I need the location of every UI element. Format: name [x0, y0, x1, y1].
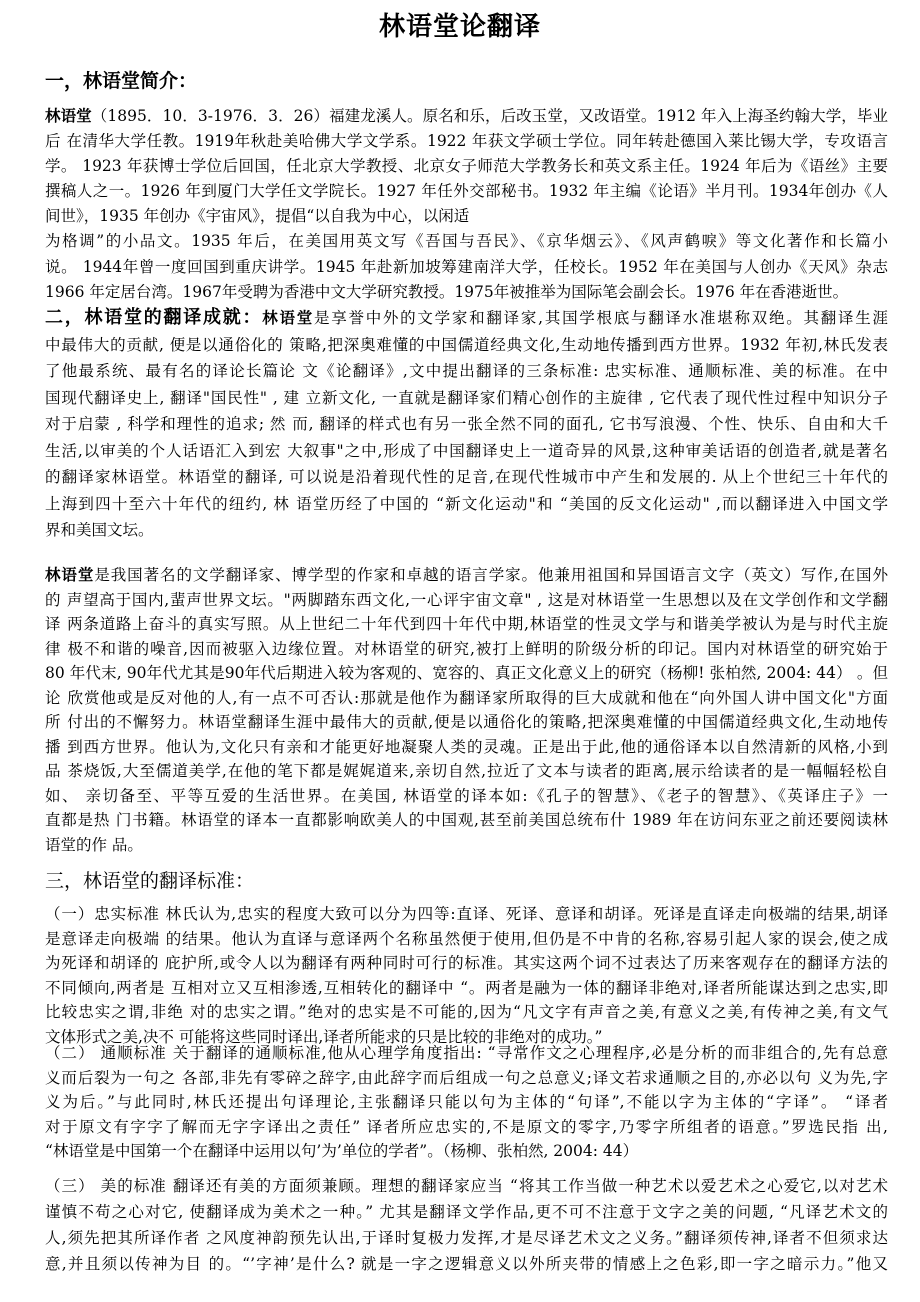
- line-text: 了他最系统、最有名的译论长篇论 文《论翻译》,文中提出翻译的三条标准: 忠实标准、通顺标准、美的标准。在中: [45, 362, 888, 380]
- text-line: [45, 759, 888, 784]
- section-heading-introduction: 一，林语堂简介：: [45, 70, 198, 92]
- text-line: [45, 154, 888, 179]
- text-line: [45, 588, 888, 613]
- text-line: [45, 229, 888, 254]
- text-line: [45, 735, 888, 760]
- text-line: [45, 305, 888, 332]
- line-text: 论 欣赏他或是反对他的人,有一点不可否认:那就是他作为翻译家所取得的巨大成就和他在“向外国人讲中国文化"方面: [45, 688, 888, 707]
- line-text: 1966 年定居台湾。1967年受聘为香港中文大学研究教授。1975年被推举为国际笔会副会长。1976 年在香港逝世。: [45, 282, 849, 301]
- line-text: “林语堂是中国第一个在翻译中运用以句’为’单位的学者”。（杨柳、张柏然, 2004: 44）: [45, 1142, 639, 1160]
- line-text: 对于启蒙 , 科学和理性的追求; 然 而, 翻译的样式也有另一张全然不同的面孔, 它书写浪漫、个性、快乐、自由和大千: [45, 415, 888, 433]
- line-text: 义而后裂为一句之 各部,非先有零碎之辞字,由此辞字而后组成一句之总意义;译文若求通顺之目的,亦必以句 义为先,字: [45, 1068, 888, 1087]
- text-line: [45, 464, 888, 491]
- line-text: 对于原文有字字了解而无字字译出之责任” 译者所应忠实的,不是原文的零字,乃零字所组者的语意。”罗选民指 出,: [45, 1117, 888, 1136]
- line-text: 间世》，1935 年创办《宇宙风》，提倡“以自我为中心，以闲适: [45, 207, 470, 226]
- text-line: [45, 358, 888, 385]
- text-line: [45, 438, 888, 465]
- line-text: 所 付出的不懈努力。林语堂翻译生涯中最伟大的贡献,便是以通俗化的策略,把深奥难懂的中国儒道经典文化,生动地传: [45, 713, 888, 731]
- text-line: [45, 332, 888, 359]
- text-line: [45, 491, 888, 518]
- text-line: [45, 951, 888, 976]
- line-text: 上海到四十至六十年代的纽约, 林 语堂历经了中国的 “新文化运动"和 “美国的反文化运动" ,而以翻译进入中国文学: [45, 494, 888, 513]
- text-line: [45, 1139, 888, 1164]
- line-text: 为死译和胡译的 庇护所,或令人以为翻译有两种同时可行的标准。其实这两个词不过表达了历来客观存在的翻译方法的: [45, 954, 888, 972]
- text-line: [45, 1199, 888, 1225]
- text-line: [45, 1115, 888, 1140]
- line-text: 生活,以审美的个人话语汇入到宏 大叙事"之中,形成了中国翻译史上一道奇异的风景,这种审美话语的创造者,就是著名: [45, 441, 888, 460]
- line-text: 中最伟大的贡献, 便是以通俗化的 策略,把深奥难懂的中国儒道经典文化,生动地传播到西方世界。1932 年初,林氏发表: [45, 335, 888, 354]
- document-title: 林语堂论翻译: [378, 12, 541, 42]
- paragraph-translation-achievements: [45, 305, 888, 544]
- text-line: [45, 411, 888, 438]
- text-line: [45, 808, 888, 833]
- section-heading-achievements: 二，林语堂的翻译成就：: [45, 307, 263, 328]
- text-line: [45, 902, 888, 927]
- line-text: 的翻译家林语堂。林语堂的翻译, 可以说是沿着现代性的足音,在现代性城市中产生和发展的. 从上个世纪三十年代的: [45, 468, 888, 486]
- text-line: [45, 517, 888, 544]
- text-line: [45, 976, 888, 1001]
- line-text: （二） 通顺标准 关于翻译的通顺标准,他从心理学角度指出: “寻常作文之心理程序,必是分析的而非组合的,先有总意: [45, 1044, 888, 1062]
- line-text: 为格调”的小品文。1935 年后，在美国用英文写《吾国与吾民》、《京华烟云》、《风声鹤唳》等文化著作和长篇小: [45, 232, 888, 251]
- text-line: [45, 179, 888, 204]
- bold-name: 林语堂: [45, 107, 92, 125]
- line-text: 学。 1923 年获博士学位后回国，任北京大学教授、北京女子师范大学教务长和英文系主任。1924 年后为《语丝》主要: [45, 157, 888, 176]
- text-line: [45, 1173, 888, 1199]
- line-text: 界和美国文坛。: [45, 521, 154, 539]
- line-text: 文体形式之美,决不 可能将这些同时译出,译者所能求的只是比较的非绝对的成功。”: [45, 1027, 603, 1046]
- paragraph-fluency-standard: [45, 1041, 888, 1164]
- text-line: [45, 280, 888, 305]
- text-line: [45, 1041, 888, 1066]
- line-text: 的 声望高于国内,蜚声世界文坛。"两脚踏东西文化,一心评宇宙文章" , 这是对林语堂一生思想以及在文学创作和文学翻: [45, 590, 888, 609]
- line-text: 80 年代末, 90年代尤其是90年代后期进入较为客观的、宽容的、真正文化意义上的研究（杨柳! 张柏然, 2004: 44） 。但: [45, 664, 888, 682]
- line-text: 意,并且须以传神为目 的。“’字神’是什么? 就是一字之逻辑意义以外所夹带的情感上之色彩,即一字之暗示力。”他又: [45, 1255, 888, 1273]
- text-line: [45, 104, 888, 129]
- text-line: [45, 204, 888, 229]
- line-text: 撰稿人之一。1926 年到厦门大学任文学院长。1927 年任外交部秘书。1932 年主编《论语》半月刊。1934年创办《人: [45, 182, 888, 201]
- line-text: 如、 亲切备至、平等互爱的生活世界。在美国, 林语堂的译本如:《孔子的智慧》、《老子的智慧》、《英译庄子》一: [45, 786, 888, 805]
- line-text: 谨慎不苟之心对它, 使翻译成为美术之一种。” 尤其是翻译文学作品,更不可不注意于文字之美的问题, “凡译艺术文的: [45, 1203, 888, 1221]
- text-line: [45, 661, 888, 686]
- text-line: [45, 385, 888, 412]
- text-line: [45, 637, 888, 662]
- line-text: 品 茶烧饭,大至儒道美学,在他的笔下都是娓娓道来,亲切自然,拉近了文本与读者的距离,展示给读者的是一幅幅轻松自: [45, 762, 888, 780]
- paragraph-literary-translator: [45, 563, 888, 857]
- line-text: 语堂的作 品。: [45, 835, 143, 854]
- line-text: 是我国著名的文学翻译家、博学型的作家和卓越的语言学家。他兼用祖国和异国语言文字（英文）写作,在国外: [94, 566, 888, 584]
- line-text: （三） 美的标准 翻译还有美的方面须兼顾。理想的翻译家应当 “将其工作当做一种艺术以爱艺术之心爱它,以对艺术: [45, 1177, 888, 1195]
- paragraph-faithfulness-standard: [45, 902, 888, 1049]
- text-line: [45, 1000, 888, 1025]
- line-text: 国现代翻译史上, 翻译"国民性" , 建 立新文化, 一直就是翻译家们精心创作的主旋律 , 它代表了现代性过程中知识分子: [45, 388, 888, 407]
- bold-name: 林语堂: [45, 566, 95, 584]
- text-line: [45, 710, 888, 735]
- line-text: 后 在清华大学任教。1919年秋赴美哈佛大学文学系。1922 年获文学硕士学位。同年转赴德国入莱比锡大学，专攻语言: [45, 132, 888, 151]
- text-line: [45, 1090, 888, 1115]
- text-line: [45, 784, 888, 809]
- text-line: [45, 255, 888, 280]
- line-text: 播 到西方世界。他认为,文化只有亲和才能更好地凝聚人类的灵魂。正是出于此,他的通俗译本以自然清新的风格,小到: [45, 737, 888, 756]
- line-text: 是意译走向极端 的结果。他认为直译与意译两个名称虽然便于使用,但仍是不中肯的名称,容易引起人家的误会,使之成: [45, 929, 888, 948]
- line-text: 律 极不和谐的噪音,因而被驱入边缘位置。对林语堂的研究,被打上鲜明的阶级分析的印记。国内对林语堂的研究始于: [45, 639, 888, 658]
- line-text: 不同倾向,两者是 互相对立又互相渗透,互相转化的翻译中 “。两者是融为一体的翻译非绝对,译者所能谋达到之忠实,即: [45, 978, 888, 997]
- bold-name: 林语堂: [262, 309, 314, 327]
- line-text: 义为后。”与此同时,林氏还提出句译理论,主张翻译只能以句为主体的“句译”,不能以字为主体的“字译”。 “译者: [45, 1093, 888, 1111]
- text-line: [45, 686, 888, 711]
- text-line: [45, 1225, 888, 1251]
- line-text: （1895．10．3-1976．3．26）福建龙溪人。原名和乐，后改玉堂，又改语堂。1912 年入上海圣约翰大学，毕业: [91, 107, 888, 125]
- line-text: 人,须先把其所译作者 之风度神韵预先认出,于译时复极力发挥,才是尽译艺术文之义务。”翻译须传神,译者不但须求达: [45, 1229, 888, 1247]
- text-line: [45, 563, 888, 588]
- text-line: [45, 612, 888, 637]
- line-text: 说。 1944年曾一度回国到重庆讲学。1945 年赴新加坡筹建南洋大学，任校长。1952 年在美国与人创办《天风》杂志: [45, 257, 888, 276]
- line-text: 直都是热 门书籍。林语堂的译本一直都影响欧美人的中国观,甚至前美国总统布什 1989 年在访问东亚之前还要阅读林: [45, 811, 888, 829]
- line-text: （一）忠实标准 林氏认为,忠实的程度大致可以分为四等:直译、死译、意译和胡译。死译是直译走向极端的结果,胡译: [45, 905, 888, 923]
- paragraph-biography: [45, 104, 888, 305]
- text-line: [45, 1066, 888, 1091]
- text-line: [45, 927, 888, 952]
- paragraph-beauty-standard: [45, 1173, 888, 1277]
- text-line: [45, 129, 888, 154]
- line-text: 比较忠实之谓,非绝 对的忠实之谓。”绝对的忠实是不可能的,因为“凡文字有声音之美,有意义之美,有传神之美,有文气: [45, 1003, 888, 1021]
- text-line: [45, 1251, 888, 1277]
- text-line: [45, 833, 888, 858]
- line-text: 译 两条道路上奋斗的真实写照。从上世纪二十年代到四十年代中期,林语堂的性灵文学与和谐美学被认为是与时代主旋: [45, 615, 888, 633]
- section-heading-translation-standards: 三，林语堂的翻译标准：: [45, 870, 255, 892]
- line-text: 是享誉中外的文学家和翻译家,其国学根底与翻译水准堪称双绝。其翻译生涯: [313, 309, 888, 327]
